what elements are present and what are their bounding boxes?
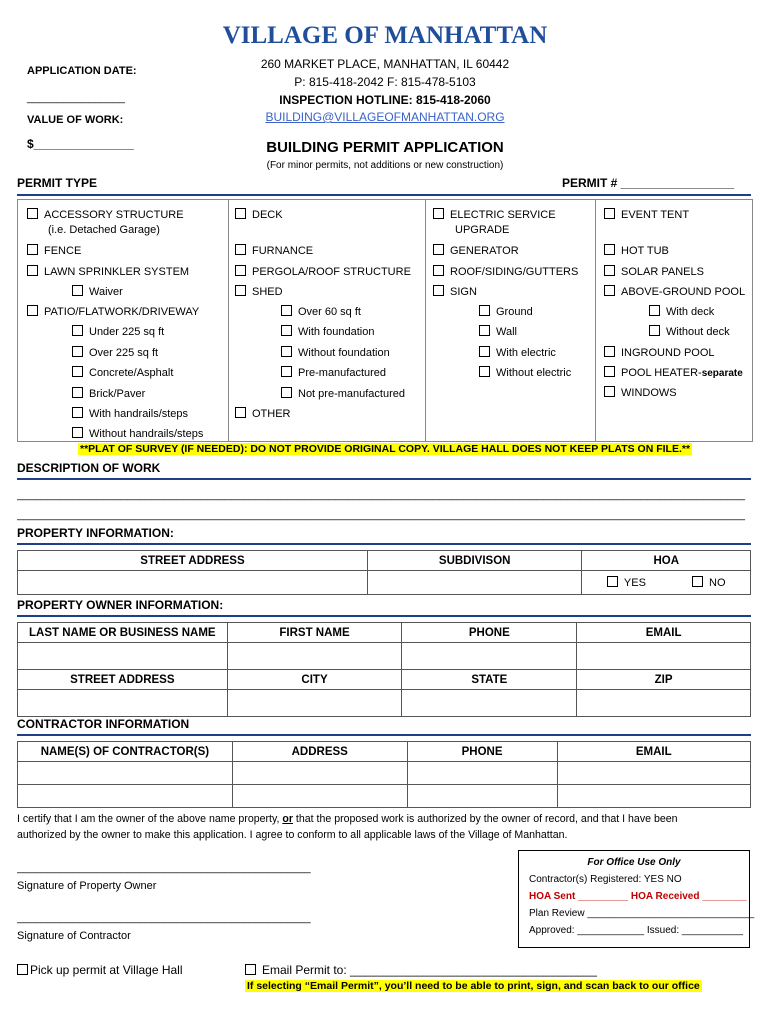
email-permit-note: If selecting “Email Permit”, you’ll need to be able to print, sign, and scan back to our office: [247, 980, 700, 992]
plan-review: Plan Review ______________________________: [529, 908, 755, 919]
owner-street-header: STREET ADDRESS: [18, 670, 228, 690]
village-address: 260 MARKET PLACE, MANHATTAN, IL 60442: [260, 57, 510, 71]
other-checkbox[interactable]: OTHER: [235, 407, 291, 420]
with-electric-checkbox[interactable]: With electric: [479, 346, 556, 359]
not-pre-manufactured-checkbox[interactable]: Not pre-manufactured: [281, 387, 405, 400]
owner-info-label: PROPERTY OWNER INFORMATION:: [17, 598, 224, 612]
contractor-name-cell-1[interactable]: [18, 762, 233, 785]
contractor-address-cell-1[interactable]: [232, 762, 407, 785]
form-subtitle: (For minor permits, not additions or new construction): [266, 160, 504, 171]
owner-zip-header: ZIP: [577, 670, 751, 690]
over-60-checkbox[interactable]: Over 60 sq ft: [281, 305, 361, 318]
description-line-2[interactable]: _______________________________________________________________________________________________________________________: [17, 509, 746, 521]
pickup-permit-checkbox[interactable]: Pick up permit at Village Hall: [17, 963, 183, 977]
hot-tub-checkbox[interactable]: HOT TUB: [604, 244, 669, 257]
village-title: VILLAGE OF MANHATTAN: [222, 22, 548, 49]
contractor-phone-cell-2[interactable]: [407, 785, 557, 808]
last-name-header: LAST NAME OR BUSINESS NAME: [18, 623, 228, 643]
value-of-work-field[interactable]: $_______________: [27, 137, 134, 151]
fence-checkbox[interactable]: FENCE: [27, 244, 81, 257]
electric-service-checkbox[interactable]: ELECTRIC SERVICE: [433, 208, 556, 221]
owner-signature-line[interactable]: ________________________________________________: [17, 862, 311, 874]
owner-street-cell[interactable]: [18, 690, 228, 717]
subdivision-cell[interactable]: [367, 571, 581, 595]
application-date-label: APPLICATION DATE:: [27, 65, 137, 77]
street-address-header: STREET ADDRESS: [18, 551, 368, 571]
hoa-sent-received: HOA Sent _________ HOA Received ________: [529, 891, 747, 902]
owner-email-cell[interactable]: [577, 643, 751, 670]
property-info-label: PROPERTY INFORMATION:: [17, 526, 174, 540]
inspection-hotline: INSPECTION HOTLINE: 815-418-2060: [279, 93, 491, 107]
wall-checkbox[interactable]: Wall: [479, 325, 517, 338]
subdivision-header: SUBDIVISON: [367, 551, 581, 571]
hoa-yes-checkbox[interactable]: YES: [607, 577, 646, 589]
brick-paver-checkbox[interactable]: Brick/Paver: [72, 387, 145, 400]
hoa-cell: [582, 571, 751, 595]
email-permit-checkbox[interactable]: Email Permit to: _____________________________________: [245, 963, 597, 977]
last-name-cell[interactable]: [18, 643, 228, 670]
shed-checkbox[interactable]: SHED: [235, 285, 283, 298]
contractor-phone-header: PHONE: [407, 742, 557, 762]
sign-checkbox[interactable]: SIGN: [433, 285, 477, 298]
with-foundation-checkbox[interactable]: With foundation: [281, 325, 374, 338]
owner-phone-header: PHONE: [402, 623, 577, 643]
accessory-structure-note: (i.e. Detached Garage): [48, 224, 160, 236]
lawn-sprinkler-checkbox[interactable]: LAWN SPRINKLER SYSTEM: [27, 265, 189, 278]
hoa-header: HOA: [582, 551, 751, 571]
windows-checkbox[interactable]: WINDOWS: [604, 386, 677, 399]
furnance-checkbox[interactable]: FURNANCE: [235, 244, 313, 257]
owner-city-header: CITY: [227, 670, 402, 690]
owner-email-header: EMAIL: [577, 623, 751, 643]
first-name-header: FIRST NAME: [227, 623, 402, 643]
permit-type-label: PERMIT TYPE: [17, 176, 98, 190]
contractor-table: [17, 741, 751, 808]
contractor-signature-line[interactable]: ________________________________________________: [17, 912, 311, 924]
roof-siding-checkbox[interactable]: ROOF/SIDING/GUTTERS: [433, 265, 578, 278]
owner-city-cell[interactable]: [227, 690, 402, 717]
without-handrails-checkbox[interactable]: Without handrails/steps: [72, 427, 203, 440]
contractor-name-cell-2[interactable]: [18, 785, 233, 808]
without-deck-checkbox[interactable]: Without deck: [649, 325, 730, 338]
waiver-checkbox[interactable]: Waiver: [72, 285, 123, 298]
pool-heater-checkbox[interactable]: POOL HEATER-separate: [604, 366, 743, 379]
owner-state-cell[interactable]: [402, 690, 577, 717]
contractor-email-header: EMAIL: [557, 742, 750, 762]
contractor-email-cell-2[interactable]: [557, 785, 750, 808]
permit-number-field[interactable]: PERMIT # _________________: [562, 176, 735, 190]
under-225-checkbox[interactable]: Under 225 sq ft: [72, 325, 164, 338]
ground-checkbox[interactable]: Ground: [479, 305, 533, 318]
application-date-field[interactable]: ________________: [27, 92, 125, 104]
form-title: BUILDING PERMIT APPLICATION: [266, 139, 504, 156]
generator-checkbox[interactable]: GENERATOR: [433, 244, 519, 257]
concrete-asphalt-checkbox[interactable]: Concrete/Asphalt: [72, 366, 173, 379]
first-name-cell[interactable]: [227, 643, 402, 670]
description-line-1[interactable]: _______________________________________________________________________________________________________________________: [17, 489, 746, 501]
owner-phone-cell[interactable]: [402, 643, 577, 670]
contractor-signature-label: Signature of Contractor: [17, 930, 131, 942]
contractor-registered: Contractor(s) Registered: YES NO: [529, 874, 682, 885]
over-225-checkbox[interactable]: Over 225 sq ft: [72, 346, 158, 359]
street-address-cell[interactable]: [18, 571, 368, 595]
contractor-address-cell-2[interactable]: [232, 785, 407, 808]
village-phones: P: 815-418-2042 F: 815-478-5103: [294, 75, 476, 89]
solar-panels-checkbox[interactable]: SOLAR PANELS: [604, 265, 704, 278]
pergola-checkbox[interactable]: PERGOLA/ROOF STRUCTURE: [235, 265, 411, 278]
hoa-no-checkbox[interactable]: NO: [692, 577, 726, 589]
owner-table: [17, 622, 751, 717]
contractor-phone-cell-1[interactable]: [407, 762, 557, 785]
without-foundation-checkbox[interactable]: Without foundation: [281, 346, 390, 359]
value-of-work-label: VALUE OF WORK:: [27, 114, 124, 126]
certify-line-2: authorized by the owner to make this application. I agree to conform to all applicable laws of the Village of Manhattan.: [17, 829, 568, 841]
inground-pool-checkbox[interactable]: INGROUND POOL: [604, 346, 715, 359]
without-electric-checkbox[interactable]: Without electric: [479, 366, 571, 379]
contractor-email-cell-1[interactable]: [557, 762, 750, 785]
property-table: [17, 550, 751, 595]
with-deck-checkbox[interactable]: With deck: [649, 305, 714, 318]
contractor-name-header: NAME(S) OF CONTRACTOR(S): [18, 742, 233, 762]
deck-checkbox[interactable]: DECK: [235, 208, 283, 221]
description-label: DESCRIPTION OF WORK: [17, 461, 161, 475]
plat-notice: **PLAT OF SURVEY (IF NEEDED): DO NOT PROVIDE ORIGINAL COPY. VILLAGE HALL DOES NOT KEEP PLATS ON FILE.**: [80, 443, 691, 455]
certify-line-1: I certify that I am the owner of the above name property, or that the proposed work is authorized by the owner of record, and that I have been: [17, 813, 678, 825]
owner-state-header: STATE: [402, 670, 577, 690]
approved-issued: Approved: ____________ Issued: ___________: [529, 925, 744, 936]
patio-flatwork-checkbox[interactable]: PATIO/FLATWORK/DRIVEWAY: [27, 305, 199, 318]
office-use-title: For Office Use Only: [587, 857, 681, 868]
with-handrails-checkbox[interactable]: With handrails/steps: [72, 407, 188, 420]
office-use-box: [518, 850, 755, 948]
above-ground-pool-checkbox[interactable]: ABOVE-GROUND POOL: [604, 285, 745, 298]
accessory-structure-checkbox[interactable]: ACCESSORY STRUCTURE: [27, 208, 184, 221]
building-email-link[interactable]: BUILDING@VILLAGEOFMANHATTAN.ORG: [265, 110, 505, 124]
pre-manufactured-checkbox[interactable]: Pre-manufactured: [281, 366, 386, 379]
owner-signature-label: Signature of Property Owner: [17, 880, 157, 892]
contractor-address-header: ADDRESS: [232, 742, 407, 762]
contractor-info-label: CONTRACTOR INFORMATION: [17, 717, 190, 731]
electric-service-upgrade-text: UPGRADE: [455, 224, 510, 236]
owner-zip-cell[interactable]: [577, 690, 751, 717]
event-tent-checkbox[interactable]: EVENT TENT: [604, 208, 689, 221]
